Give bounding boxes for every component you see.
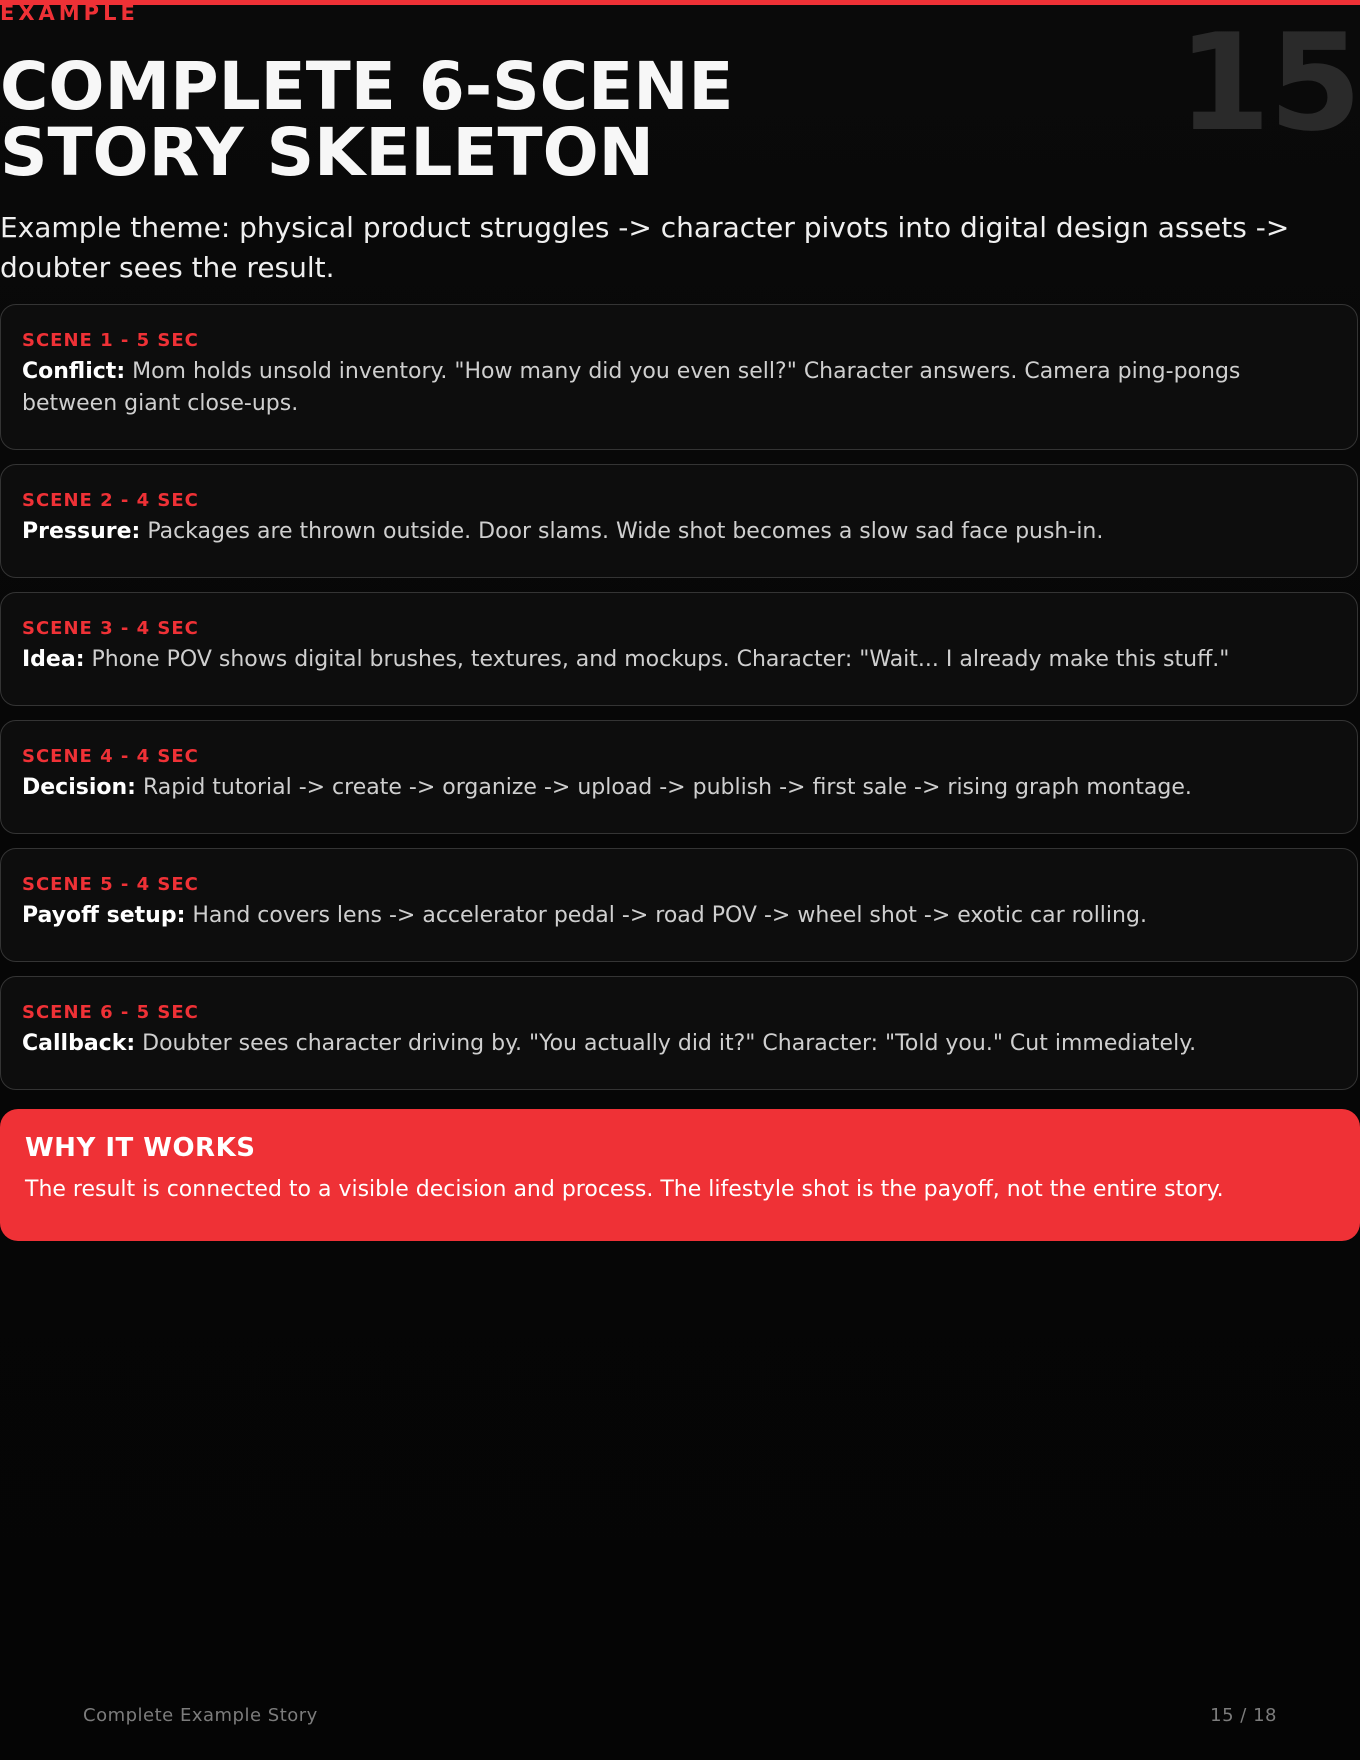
scene-label: SCENE 6 - 5 SEC [22, 1002, 199, 1023]
scene-card-5 [0, 848, 1358, 962]
scene-lead: Decision: [22, 775, 136, 800]
scene-text: Rapid tutorial -> create -> organize -> upload -> publish -> first sale -> rising graph montage. [135, 775, 1192, 800]
scene-description [22, 516, 1322, 548]
scene-lead: Idea: [22, 647, 85, 672]
scene-description [22, 900, 1322, 932]
scene-label: SCENE 5 - 4 SEC [22, 874, 199, 895]
scene-text: Doubter sees character driving by. "You actually did it?" Character: "Told you." Cut immediately. [135, 1031, 1197, 1056]
scene-label: SCENE 4 - 4 SEC [22, 746, 199, 767]
footer-section-title: Complete Example Story [83, 1705, 318, 1726]
scene-card-4 [0, 720, 1358, 834]
title-line-2: STORY SKELETON [0, 114, 654, 191]
top-accent-bar [0, 0, 1360, 5]
scene-description [22, 644, 1322, 676]
page-subtitle: Example theme: physical product struggles -> character pivots into digital design assets -> doubter sees the result. [0, 211, 1290, 284]
scene-lead: Conflict: [22, 359, 126, 384]
page-title [0, 48, 820, 191]
scene-label: SCENE 2 - 4 SEC [22, 490, 199, 511]
scene-text: Packages are thrown outside. Door slams. Wide shot becomes a slow sad face push-in. [140, 519, 1104, 544]
scene-description [22, 356, 1322, 420]
title-line-1: COMPLETE 6-SCENE [0, 48, 734, 125]
scene-card-6 [0, 976, 1358, 1090]
callout-text: The result is connected to a visible decision and process. The lifestyle shot is the payoff, not the entire story. [25, 1177, 1224, 1202]
scene-text: Phone POV shows digital brushes, textures, and mockups. Character: "Wait... I already make this stuff." [84, 647, 1230, 672]
why-it-works-callout [0, 1109, 1360, 1241]
scene-lead: Callback: [22, 1031, 136, 1056]
callout-title: WHY IT WORKS [25, 1133, 256, 1163]
page-number-watermark: 15 [1177, 5, 1360, 161]
scene-description [22, 772, 1322, 804]
scene-label: SCENE 3 - 4 SEC [22, 618, 199, 639]
scene-card-1 [0, 304, 1358, 450]
footer-page-counter: 15 / 18 [1210, 1705, 1277, 1726]
scene-card-3 [0, 592, 1358, 706]
scene-label: SCENE 1 - 5 SEC [22, 330, 199, 351]
scene-description [22, 1028, 1322, 1060]
section-kicker: EXAMPLE [0, 1, 139, 25]
scene-lead: Payoff setup: [22, 903, 186, 928]
scene-card-2 [0, 464, 1358, 578]
scene-text: Mom holds unsold inventory. "How many did you even sell?" Character answers. Camera ping-pongs between giant close-ups. [22, 359, 1241, 416]
scene-lead: Pressure: [22, 519, 141, 544]
scene-text: Hand covers lens -> accelerator pedal -> road POV -> wheel shot -> exotic car rolling. [185, 903, 1147, 928]
